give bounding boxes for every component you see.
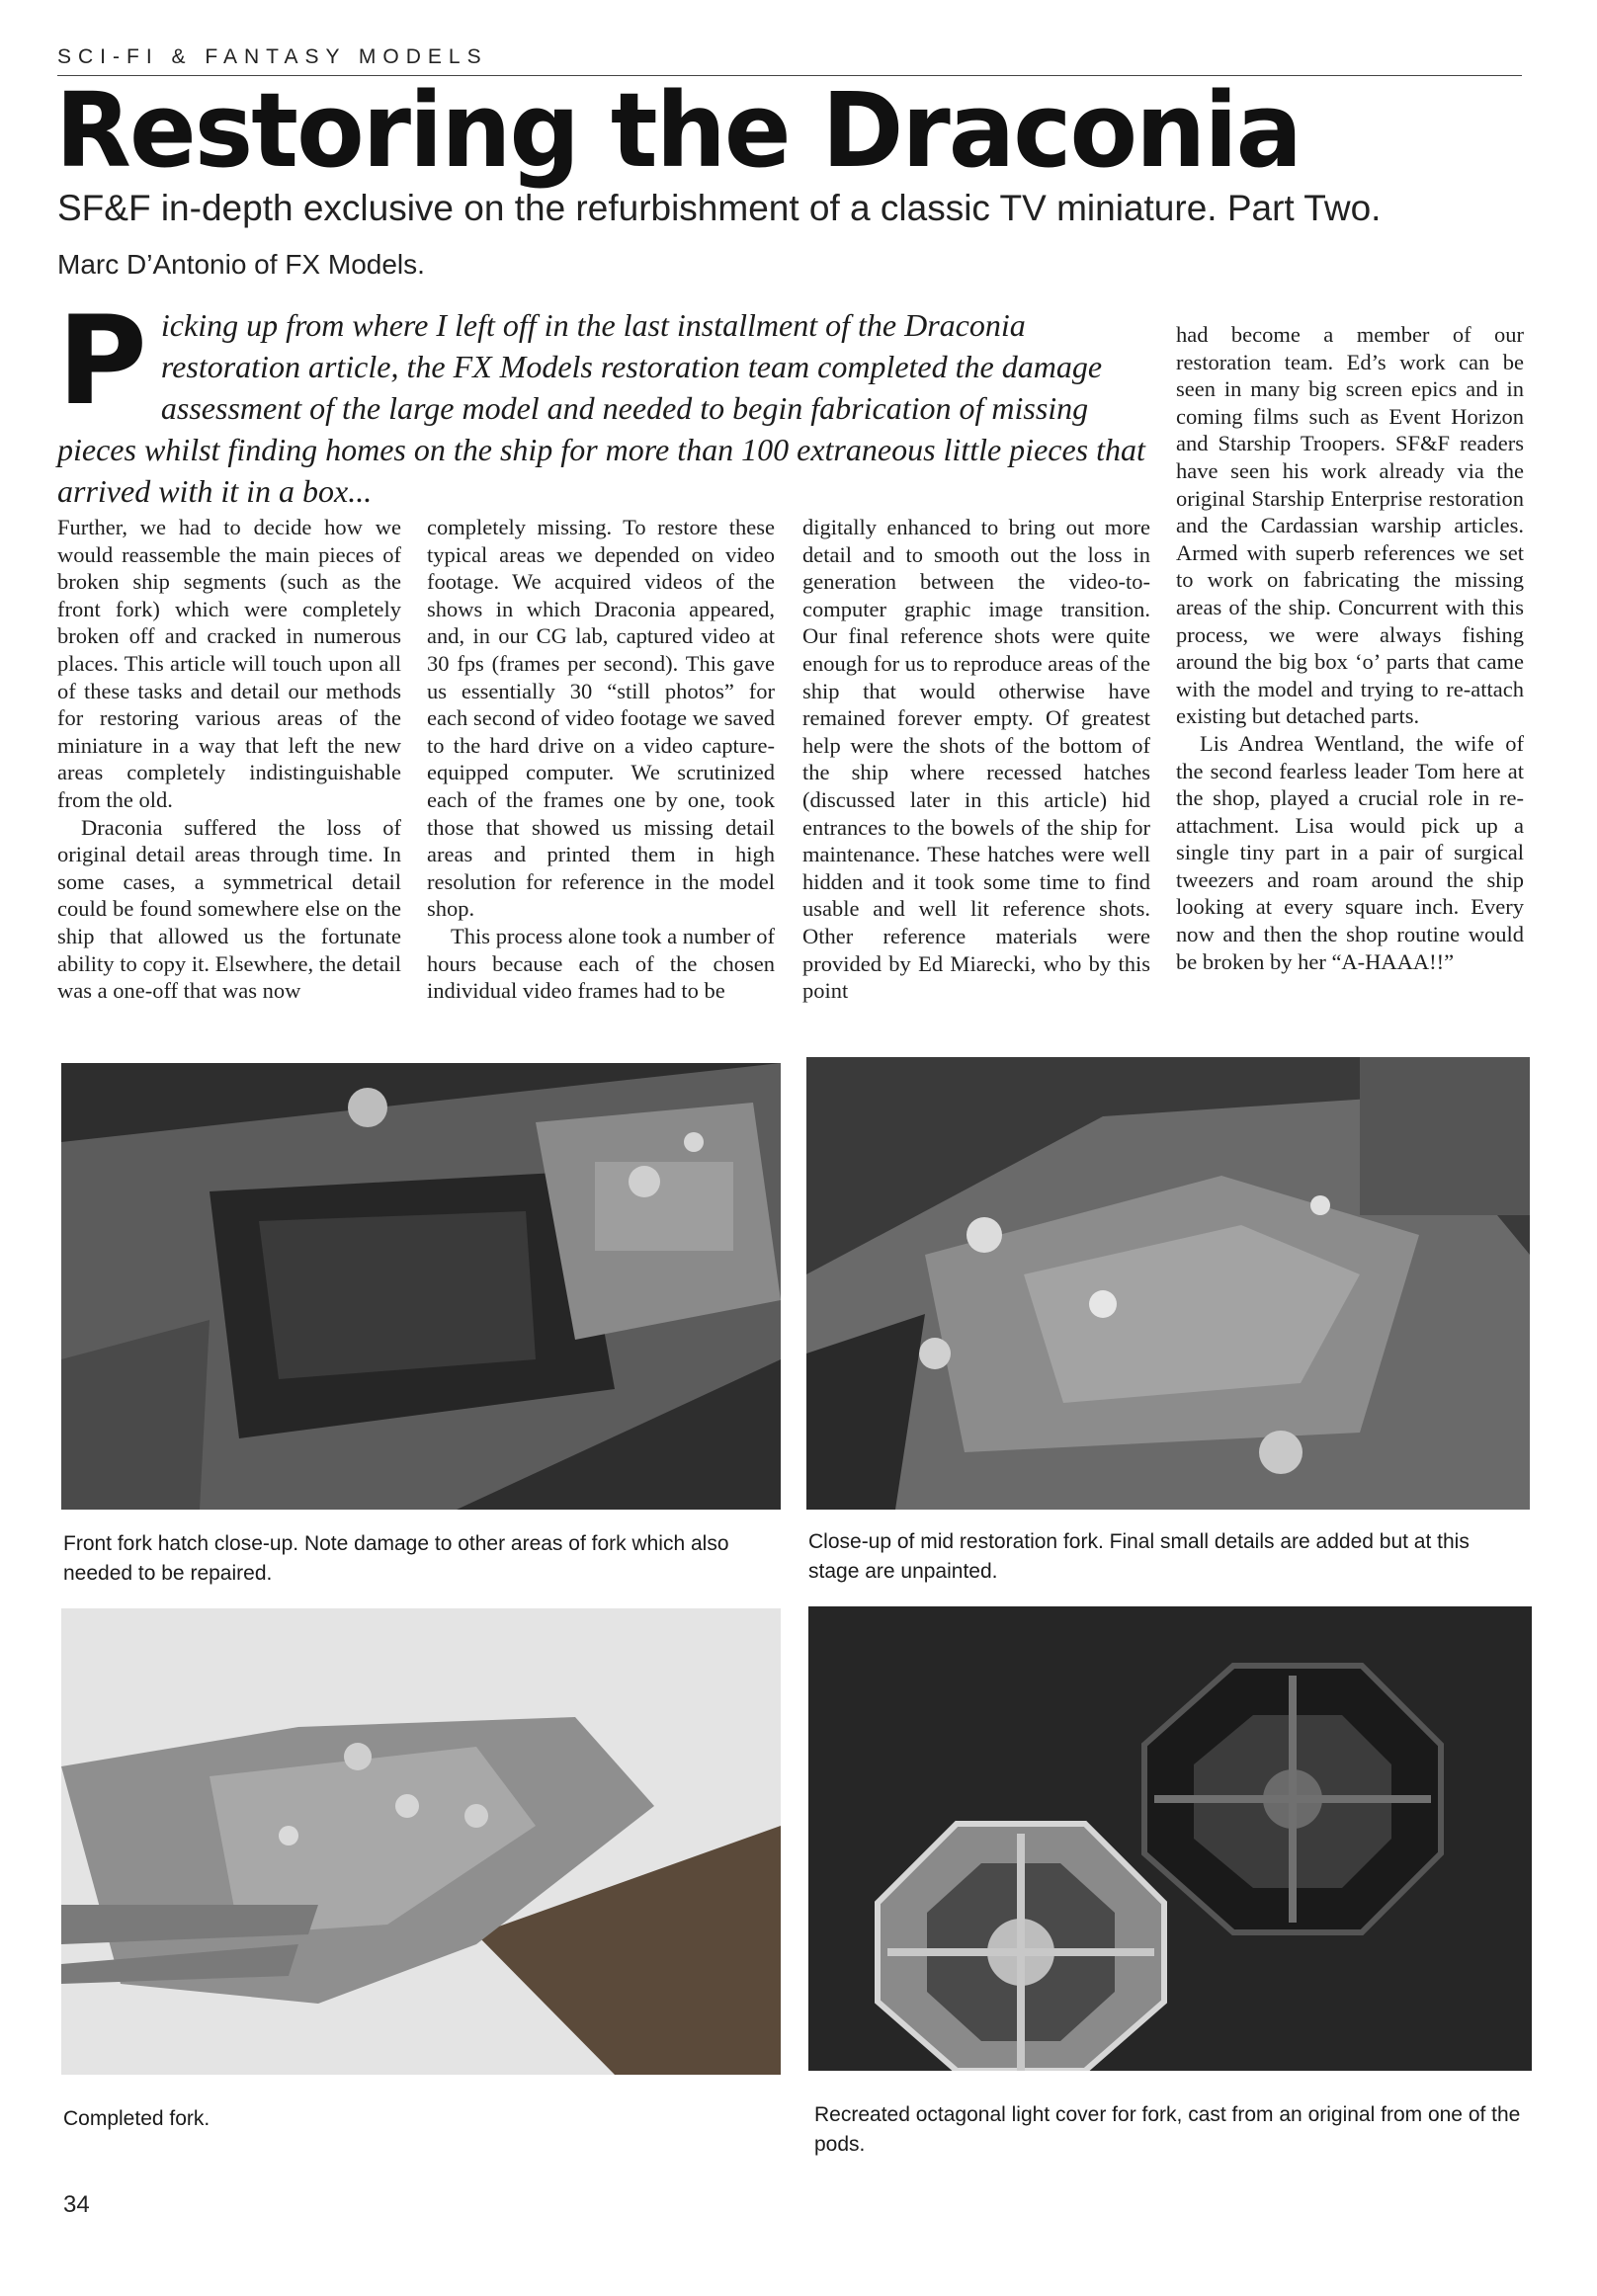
paragraph: Further, we had to decide how we would reassemble the main pieces of broken ship segments (such as the front fork) which were completely broken off and cracked in numerous places. This article will touch upon all of these tasks and detail our methods for restoring various areas of the miniature in a way that left the new areas completely indistinguishable from the old. (57, 515, 401, 812)
intro-text: icking up from where I left off in the last installment of the Draconia restoration article, the FX Models restoration team completed the damage assessment of the large model and needed to begin fabrication of missing pieces whilst finding homes on the ship for more than 100 extraneous little pieces that arrived with it in a box... (57, 307, 1145, 509)
photo-caption: Completed fork. (63, 2107, 210, 2130)
paragraph: completely missing. To restore these typical areas we depended on video footage. We acquired videos of the shows in which Draconia appeared, and, in our CG lab, captured video at 30 fps (frames per second). This gave us essentially 30 “still photos” for each second of video footage we saved to the hard drive on a video capture-equipped computer. We scrutinized each of the frames one by one, took those that showed us missing detail areas and printed them in high resolution for reference in the model shop. (427, 515, 775, 922)
model-photo-image (61, 1063, 781, 1510)
byline: Marc D’Antonio of FX Models. (57, 249, 425, 280)
drop-cap: P (57, 290, 147, 433)
paragraph: had become a member of our restoration team. Ed’s work can be seen in many big screen epics and in coming films such as Event Horizon and Starship Troopers. SF&F readers have seen his work already via the original Starship Enterprise restoration and the Cardassian warship articles. Armed with superb references we set to work on fabricating the missing areas of the ship. Concurrent with this process, we were always fishing around the big box ‘o’ parts that came with the model and trying to re-attach existing but detached parts. (1176, 322, 1524, 729)
paragraph: Lis Andrea Wentland, the wife of the second fearless leader Tom here at the shop, played a crucial role in re-attachment. Lisa would pick up a single tiny part in a pair of surgical tweezers and roam around the ship looking at every square inch. Every now and then the shop routine would be broken by her “A-HAAA!!” (1176, 730, 1524, 974)
photo-caption: Close-up of mid restoration fork. Final small details are added but at this stage are unpainted. (808, 1530, 1470, 1583)
intro-paragraph (57, 290, 1154, 512)
article-title: Restoring the Draconia (55, 70, 1302, 191)
model-photo-image (806, 1057, 1530, 1510)
page-number: 34 (63, 2191, 90, 2218)
photo-mid-restoration-fork (806, 1057, 1530, 1510)
body-column-2 (427, 514, 775, 1005)
model-photo-image (808, 1606, 1532, 2071)
paragraph: This process alone took a number of hours because each of the chosen individual video frames had to be (427, 923, 775, 1004)
photo-caption: Recreated octagonal light cover for fork, cast from an original from one of the pods. (814, 2103, 1521, 2156)
photo-octagonal-light-cover (808, 1606, 1532, 2071)
model-photo-image (61, 1608, 781, 2075)
body-column-4 (1176, 321, 1524, 975)
section-header: SCI-FI & FANTASY MODELS (57, 45, 1522, 76)
photo-completed-fork (61, 1608, 781, 2075)
photo-caption: Front fork hatch close-up. Note damage to other areas of fork which also needed to be repaired. (63, 1532, 729, 1585)
body-column-3 (802, 514, 1150, 1005)
paragraph: digitally enhanced to bring out more detail and to smooth out the loss in generation between the video-to-computer graphic image transition. Our final reference shots were quite enough for us to reproduce areas of the ship that would otherwise have remained forever empty. Of greatest help were the shots of the bottom of the ship where recessed hatches (discussed later in this article) hid entrances to the bowels of the ship for maintenance. These hatches were well hidden and it took some time to find usable and well lit reference shots. Other reference materials were provided by Ed Miarecki, who by this point (802, 515, 1150, 1004)
paragraph: Draconia suffered the loss of original detail areas through time. In some cases, a symmetrical detail could be found somewhere else on the ship that allowed us the fortunate ability to copy it. Elsewhere, the detail was a one-off that was now (57, 814, 401, 1004)
body-column-1 (57, 514, 401, 1005)
article-subtitle: SF&F in-depth exclusive on the refurbishment of a classic TV miniature. Part Two. (57, 188, 1382, 228)
photo-front-fork-hatch (61, 1063, 781, 1510)
